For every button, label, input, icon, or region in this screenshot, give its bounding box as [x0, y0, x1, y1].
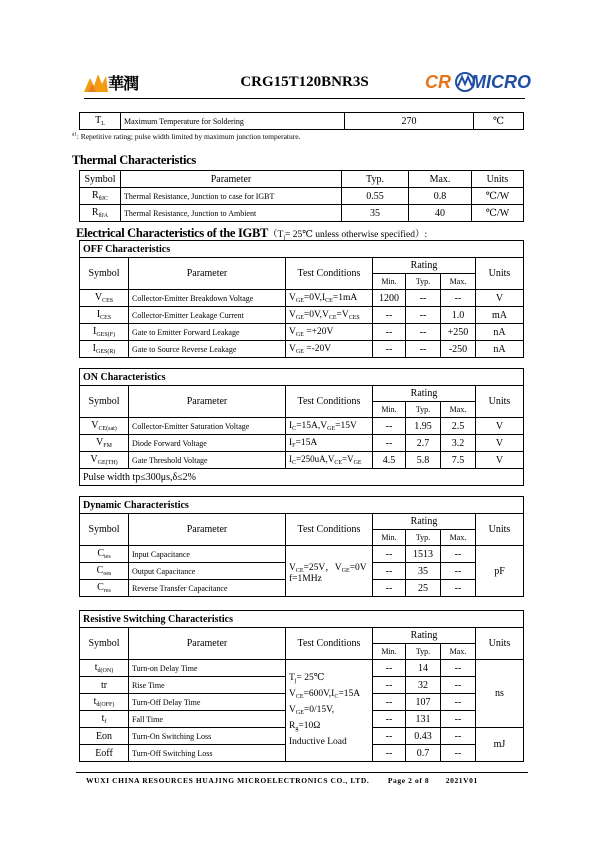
dynamic-table: Dynamic Characteristics Symbol Parameter Test Conditions Rating Units Min. Typ. Max. $C_{ies}$ Input Capacitance $V_{CE}=25V$，$V_{GE}=0V$ f=1MHz -- 1513 -- pF $C_{oes}$ Output Capacitance -- 35 -- $C_{res}$ Reverse Transfer Capacitance -- 25 -- — [79, 496, 524, 597]
th-symbol: Symbol — [80, 171, 121, 188]
th-parameter: Parameter — [121, 171, 342, 188]
table-row: Eon Turn-On Switching Loss -- 0.43 -- mJ — [80, 728, 524, 745]
section-title: Resistive Switching Characteristics — [80, 611, 524, 628]
table-row: $t_{d(ON)}$ Turn-on Delay Time $T_j=$ 25℃ $V_{CE}=600V,I_C=15A$ $V_{GE}=0/15V$, $R_g=10\Omega$ Inductive Load -- 14 -- ns — [80, 660, 524, 677]
table-row: $V_{FM}$ Diode Forward Voltage $I_F=15A$ -- 2.7 3.2 V — [80, 435, 524, 452]
cr-micro-logo — [425, 72, 531, 94]
table-row: $I_{GES(F)}$ Gate to Emitter Forward Leakage $V_{GE} =+20V$ -- -- +250 nA — [80, 324, 524, 341]
th-units: Units — [472, 171, 524, 188]
section-title: OFF Characteristics — [80, 241, 524, 258]
part-number: CRG15T120BNR3S — [240, 74, 369, 90]
th-typ: Typ. — [342, 171, 409, 188]
table-row: $t_{d(OFF)}$ Turn-Off Delay Time -- 107 -- — [80, 694, 524, 711]
table-row: tr Rise Time -- 32 -- — [80, 677, 524, 694]
table-row: $C_{res}$ Reverse Transfer Capacitance -- 25 -- — [80, 580, 524, 597]
table-row: $V_{CES}$ Collector-Emitter Breakdown Voltage $V_{GE}=0V,I_{CE}=1mA$ 1200 -- -- V — [80, 290, 524, 307]
header — [84, 62, 531, 99]
on-table: ON Characteristics Symbol Parameter Test Conditions Rating Units Min. Typ. Max. $V_{CE(sat)}$ Collector-Emitter Saturation Voltage $I_C=15A,V_{GE}=15V$ -- 1.95 2.5 V $V_{FM}$ Diode Forward Voltage $I_F=15A$ -- 2.7 3.2 V $V_{GE(TH)}$ Gate Threshold Voltage $I_C=250uA,V_{CE}=V_{GE}$ 4.5 5.8 7.5 V Pulse width tp≤300μs,δ≤2% — [79, 368, 524, 486]
table-row: $t_f$ Fall Time -- 131 -- — [80, 711, 524, 728]
table-row: $R_{\theta JA}$ Thermal Resistance, Junction to Ambient 35 40 ℃/W — [80, 205, 524, 222]
section-title: Dynamic Characteristics — [80, 497, 524, 514]
footer-company: WUXI CHINA RESOURCES HUAJING MICROELECTRONICS CO., LTD. — [86, 776, 370, 785]
value-cell: 270 — [345, 113, 474, 130]
logo-micro-text: MICRO — [471, 72, 531, 92]
footer-page: Page 2 of 8 — [387, 776, 430, 785]
pulse-note: Pulse width tp≤300μs,δ≤2% — [80, 469, 524, 486]
table-row: $V_{GE(TH)}$ Gate Threshold Voltage $I_C=250uA,V_{CE}=V_{GE}$ 4.5 5.8 7.5 V — [80, 452, 524, 469]
table-row: $I_{CES}$ Collector-Emitter Leakage Current $V_{GE}=0V,V_{CE}=V_{CES}$ -- -- 1.0 mA — [80, 307, 524, 324]
table-row: $C_{ies}$ Input Capacitance $V_{CE}=25V$，$V_{GE}=0V$ f=1MHz -- 1513 -- pF — [80, 546, 524, 563]
table-row: $I_{GES(R)}$ Gate to Source Reverse Leakage $V_{GE} =-20V$ -- -- -250 nA — [80, 341, 524, 358]
switching-table: Resistive Switching Characteristics Symbol Parameter Test Conditions Rating Units Min. Typ. Max. $t_{d(ON)}$ Turn-on Delay Time $T_j=$ 25℃ $V_{CE}=600V,I_C=15A$ $V_{GE}=0/15V$, $R_g=10\Omega$ Inductive Load -- 14 -- ns tr Rise Time -- 32 -- $t_{d(OFF)}$ Turn-Off Delay Time -- 107 -- $t_f$ Fall Time -- 131 -- Eon Turn-On Switching Loss -- 0.43 -- mJ Eoff Turn-Off Switching Loss -- 0.7 -- — [79, 610, 524, 762]
section-title: ON Characteristics — [80, 369, 524, 386]
parameter-cell: Maximum Temperature for Soldering — [121, 113, 345, 130]
thermal-table — [79, 170, 524, 222]
footnote: $^{a1}$: Repetitive rating; pulse width limited by maximum junction temperature. — [72, 132, 301, 141]
electrical-title: Electrical Characteristics of the $IGBT(T_j=$ 25℃ unless otherwise specified）: — [76, 226, 428, 241]
table-row: Eoff Turn-Off Switching Loss -- 0.7 -- — [80, 745, 524, 762]
soldering-table — [79, 112, 524, 130]
brand-cn-text: 華潤 — [108, 74, 139, 93]
footer-version: 2021V01 — [445, 776, 478, 785]
thermal-title: Thermal Characteristics — [72, 153, 196, 167]
footer — [76, 772, 528, 785]
symbol-cell: $T_L$ — [80, 113, 121, 130]
table-row: $V_{CE(sat)}$ Collector-Emitter Saturation Voltage $I_C=15A,V_{GE}=15V$ -- 1.95 2.5 V — [80, 418, 524, 435]
table-row: $R_{\theta JC}$ Thermal Resistance, Junction to case for IGBT 0.55 0.8 ℃/W — [80, 188, 524, 205]
off-table: OFF Characteristics Symbol Parameter Test Conditions Rating Units Min. Typ. Max. $V_{CES}$ Collector-Emitter Breakdown Voltage $V_{GE}=0V,I_{CE}=1mA$ 1200 -- -- V $I_{CES}$ Collector-Emitter Leakage Current $V_{GE}=0V,V_{CE}=V_{CES}$ -- -- 1.0 mA $I_{GES(F)}$ Gate to Emitter Forward Leakage $V_{GE} =+20V$ -- -- +250 nA $I_{GES(R)}$ Gate to Source Reverse Leakage $V_{GE} =-20V$ -- -- -250 nA — [79, 240, 524, 358]
logo-cr-text: CR — [425, 72, 451, 92]
table-row: $C_{oes}$ Output Capacitance -- 35 -- — [80, 563, 524, 580]
unit-cell: ℃ — [474, 113, 524, 130]
th-max: Max. — [409, 171, 472, 188]
